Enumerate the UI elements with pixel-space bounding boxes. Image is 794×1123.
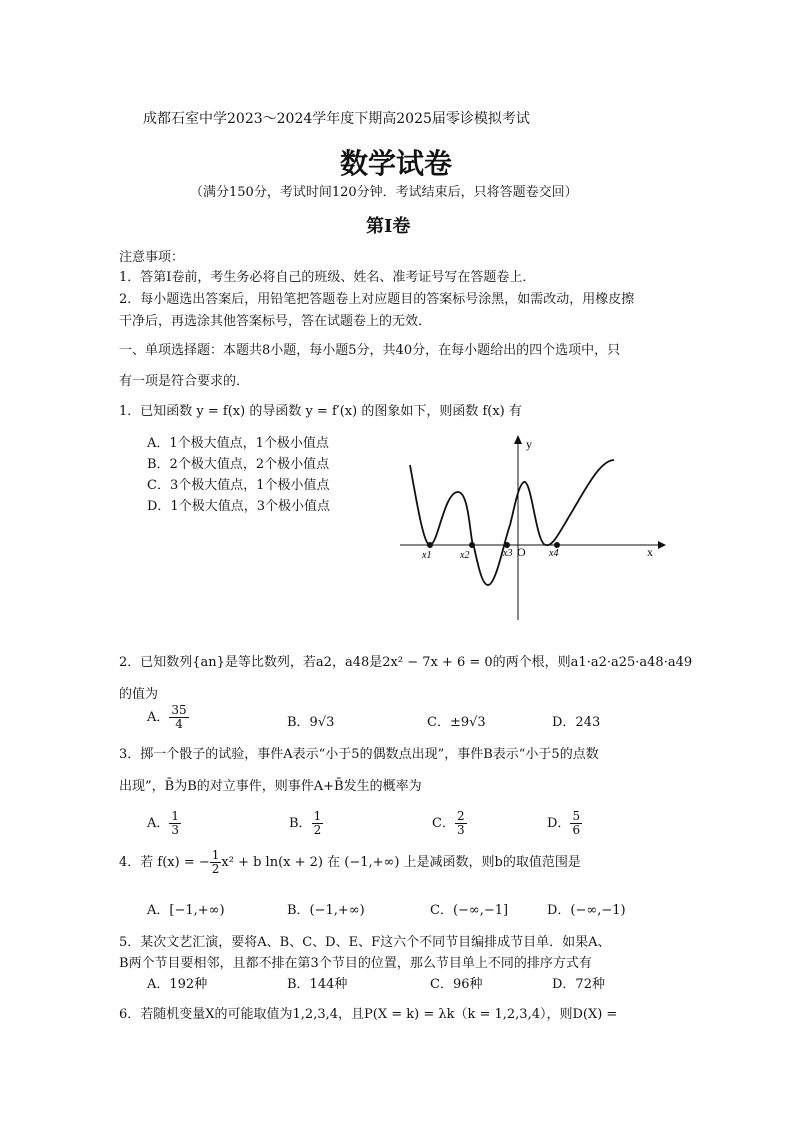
q3-option-a-den: 3 [171, 823, 180, 837]
y-axis-arrow [514, 435, 522, 444]
q3-option-d-label: D． [547, 816, 571, 831]
q3-option-b-num: 1 [313, 809, 322, 823]
q3-option-a-num: 1 [171, 809, 180, 823]
notice-item-2b: 干净后，再选涂其他答案标号，答在试题卷上的无效． [119, 314, 432, 329]
derivative-graph [400, 430, 670, 625]
q1-option-a: A．1个极大值点，1个极小值点 [147, 436, 329, 451]
notice-item-2a: 2．每小题选出答案后，用铅笔把答题卷上对应题目的答案标号涂黑，如需改动，用橡皮擦 [119, 292, 635, 307]
x4-label: x4 [549, 548, 559, 559]
notice-item-1: 1．答第Ⅰ卷前，考生务必将自己的班级、姓名、准考证号写在答题卷上． [119, 270, 536, 285]
q5-stem: 5．某次文艺汇演，要将A、B、C、D、E、F这六个不同节目编排成节目单．如果A、 [119, 935, 611, 950]
q3-option-b-fraction [312, 810, 324, 837]
q4-stem-pre: 4．若 f(x) = − [119, 855, 210, 870]
q4-stem [119, 849, 581, 876]
notice-heading: 注意事项： [119, 250, 185, 265]
q2-option-a-den: 4 [175, 717, 183, 731]
q3-stem: 3．掷一个骰子的试验，事件A表示“小于5的偶数点出现”，事件B表示“小于5的点数 [119, 747, 599, 762]
q2-option-a-fraction [169, 704, 188, 731]
q3-stem-2: 出现”，B̄为B的对立事件，则事件A+B̄发生的概率为 [119, 779, 422, 794]
school-line: 成都石室中学2023～2024学年度下期高2025届零诊模拟考试 [143, 111, 530, 127]
q5-option-d: D．72种 [552, 977, 605, 992]
q3-option-c [432, 810, 467, 837]
x1-point [427, 542, 433, 548]
q3-option-d-den: 6 [572, 823, 581, 837]
q5-option-a: A．192种 [147, 977, 208, 992]
x-axis-arrow [658, 541, 666, 549]
q5-option-b: B．144种 [287, 977, 348, 992]
q2-option-d: D．243 [552, 715, 601, 730]
x2-point [469, 542, 475, 548]
q4-stem-post: x² + b ln(x + 2) 在 (−1,+∞) 上是减函数，则b的取值范围是 [221, 855, 581, 870]
q2-option-a-label: A． [147, 710, 170, 725]
curve [410, 460, 614, 585]
q5-option-c: C．96种 [430, 977, 483, 992]
q3-option-d-num: 5 [572, 809, 581, 823]
q1-option-c: C．3个极大值点，1个极小值点 [147, 478, 330, 493]
q3-option-b-den: 2 [313, 823, 322, 837]
q3-option-c-fraction [455, 810, 467, 837]
q3-option-b [289, 810, 323, 837]
q3-option-a-label: A． [147, 816, 170, 831]
q1-option-b: B．2个极大值点，2个极小值点 [147, 457, 330, 472]
volume-title: 第Ⅰ卷 [366, 216, 411, 237]
q4-option-b: B．(−1,+∞) [287, 903, 365, 918]
q6-stem: 6．若随机变量X的可能取值为1,2,3,4，且P(X = k) = λk（k = 1,2,3,4），则D(X) = [119, 1007, 618, 1022]
q4-fraction [210, 849, 222, 876]
section-1-line-1: 一、单项选择题：本题共8小题，每小题5分，共40分，在每小题给出的四个选项中，只 [119, 343, 621, 358]
x-label: x [647, 545, 653, 559]
q3-option-d [547, 810, 582, 837]
q3-option-d-fraction [570, 810, 582, 837]
q5-stem-2: B两个节目要相邻，且都不排在第3个节目的位置，那么节目单上不同的排序方式有 [119, 956, 592, 971]
q1-stem: 1．已知函数 y = f(x) 的导函数 y = f′(x) 的图象如下，则函数 f(x) 有 [119, 404, 522, 419]
q4-option-c: C．(−∞,−1] [430, 903, 509, 918]
section-1-line-2: 有一项是符合要求的． [119, 374, 250, 389]
q2-option-a [147, 704, 189, 731]
q2-option-c: C．±9√3 [427, 715, 486, 730]
q3-option-c-den: 3 [456, 823, 465, 837]
q3-option-c-label: C． [432, 816, 455, 831]
q1-option-d: D．1个极大值点，3个极小值点 [147, 499, 330, 514]
q2-stem-2: 的值为 [119, 687, 159, 702]
q2-option-b: B．9√3 [287, 715, 335, 730]
origin-label: O [517, 545, 526, 559]
exam-note: （满分150分，考试时间120分钟．考试结束后，只将答题卷交回） [190, 185, 578, 200]
q4-option-d: D．(−∞,−1) [547, 903, 626, 918]
q3-option-b-label: B． [289, 816, 312, 831]
x3-label: x3 [503, 548, 513, 559]
q3-option-a-fraction [169, 810, 181, 837]
x1-label: x1 [422, 550, 432, 561]
q2-option-a-num: 35 [171, 703, 187, 717]
y-label: y [526, 437, 532, 451]
page-title: 数学试卷 [340, 147, 453, 180]
q3-option-c-num: 2 [456, 809, 465, 823]
q4-frac-num: 1 [211, 848, 220, 862]
x2-label: x2 [460, 550, 470, 561]
q3-option-a [147, 810, 181, 837]
q4-frac-den: 2 [211, 862, 220, 876]
q4-option-a: A．[−1,+∞) [147, 903, 225, 918]
q2-stem: 2．已知数列{an}是等比数列，若a2，a48是2x² − 7x + 6 = 0的两个根，则a1·a2·a25·a48·a49 [119, 655, 693, 670]
